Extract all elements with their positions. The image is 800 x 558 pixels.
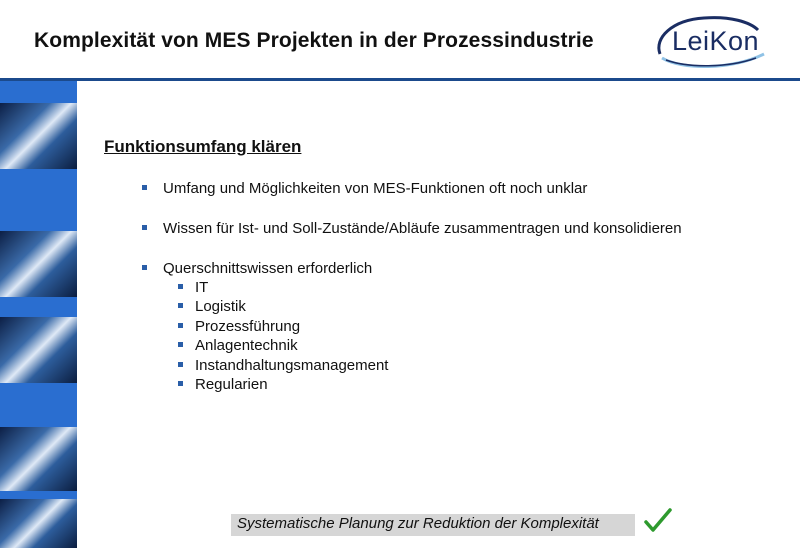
footer-text: Systematische Planung zur Reduktion der Komplexität xyxy=(237,515,599,532)
sub-bullet-text: Logistik xyxy=(195,298,246,315)
sub-bullet-marker xyxy=(178,362,183,367)
strip-band xyxy=(0,169,77,231)
sub-bullet-item xyxy=(178,318,300,335)
header-divider xyxy=(0,78,800,81)
sub-bullet-marker xyxy=(178,381,183,386)
strip-image-pipes xyxy=(0,499,77,548)
strip-image-facility xyxy=(0,427,77,491)
sub-bullet-item xyxy=(178,357,388,374)
bullet-text: Querschnittswissen erforderlich xyxy=(163,260,373,277)
sub-bullet-text: Regularien xyxy=(195,376,268,393)
bullet-text: Umfang und Möglichkeiten von MES-Funktionen oft noch unklar xyxy=(163,180,588,197)
sub-bullet-item xyxy=(178,337,298,354)
section-title: Funktionsumfang klären xyxy=(104,137,302,156)
page-title: Komplexität von MES Projekten in der Prozessindustrie xyxy=(34,29,594,52)
bullet-text: Wissen für Ist- und Soll-Zustände/Abläufe zusammentragen und konsolidieren xyxy=(163,220,682,237)
sub-bullet-item xyxy=(178,376,268,393)
sub-bullet-text: Instandhaltungsmanagement xyxy=(195,357,389,374)
sub-bullet-text: Anlagentechnik xyxy=(195,337,298,354)
sub-bullet-text: IT xyxy=(195,279,209,296)
sub-bullet-marker xyxy=(178,284,183,289)
bullet-marker xyxy=(142,265,147,270)
sub-bullet-marker xyxy=(178,342,183,347)
header xyxy=(0,0,800,80)
sub-bullet-item xyxy=(178,279,208,296)
sub-bullet-text: Prozessführung xyxy=(195,318,301,335)
logo-text: LeiKon xyxy=(672,26,760,56)
bullet-item xyxy=(142,180,587,197)
sub-bullet-item xyxy=(178,298,246,315)
strip-band xyxy=(0,81,77,103)
sub-bullet-marker xyxy=(178,323,183,328)
left-image-strip xyxy=(0,81,77,548)
sub-bullet-marker xyxy=(178,303,183,308)
strip-image-plant xyxy=(0,231,77,297)
bullet-item xyxy=(142,260,372,277)
strip-band xyxy=(0,297,77,317)
check-icon xyxy=(644,508,672,534)
strip-band xyxy=(0,491,77,499)
bullet-marker xyxy=(142,225,147,230)
strip-band xyxy=(0,383,77,427)
bullet-marker xyxy=(142,185,147,190)
strip-image-control-room xyxy=(0,103,77,169)
strip-image-machinery xyxy=(0,317,77,383)
bullet-item xyxy=(142,220,682,237)
